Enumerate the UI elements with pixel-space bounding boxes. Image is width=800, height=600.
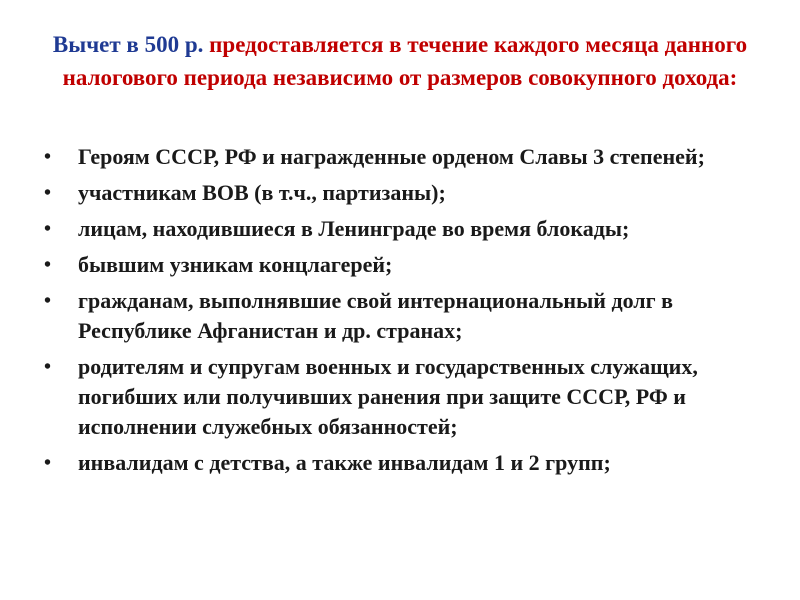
bullet-icon: • xyxy=(44,218,52,240)
slide-title xyxy=(40,28,760,94)
list-item xyxy=(40,448,770,478)
bullet-icon: • xyxy=(44,452,52,474)
list-item-text: бывшим узникам концлагерей; xyxy=(78,252,393,277)
list-item xyxy=(40,142,770,172)
list-item xyxy=(40,352,770,442)
list-item xyxy=(40,178,770,208)
bullet-icon: • xyxy=(44,146,52,168)
list-item-text: участникам ВОВ (в т.ч., партизаны); xyxy=(78,180,446,205)
list-item-text: лицам, находившиеся в Ленинграде во время блокады; xyxy=(78,216,630,241)
list-item xyxy=(40,250,770,280)
list-item xyxy=(40,286,770,346)
bullet-list xyxy=(40,142,770,484)
bullet-icon: • xyxy=(44,254,52,276)
title-rest: предоставляется в течение каждого месяца данного налогового периода независимо от размеров совокупного дохода: xyxy=(62,32,748,90)
list-item-text: гражданам, выполнявшие свой интернациональный долг в Республике Афганистан и др. странах; xyxy=(78,288,674,343)
list-item-text: родителям и супругам военных и государственных служащих, погибших или получивших ранения при защите СССР, РФ и исполнении служебных обязанностей; xyxy=(78,354,698,439)
list-item-text: инвалидам с детства, а также инвалидам 1 и 2 групп; xyxy=(78,450,611,475)
bullet-icon: • xyxy=(44,290,52,312)
bullet-icon: • xyxy=(44,356,52,378)
list-item-text: Героям СССР, РФ и награжденные орденом Славы 3 степеней; xyxy=(78,144,705,169)
title-lead: Вычет в 500 р. xyxy=(52,32,204,57)
list-item xyxy=(40,214,770,244)
bullet-icon: • xyxy=(44,182,52,204)
